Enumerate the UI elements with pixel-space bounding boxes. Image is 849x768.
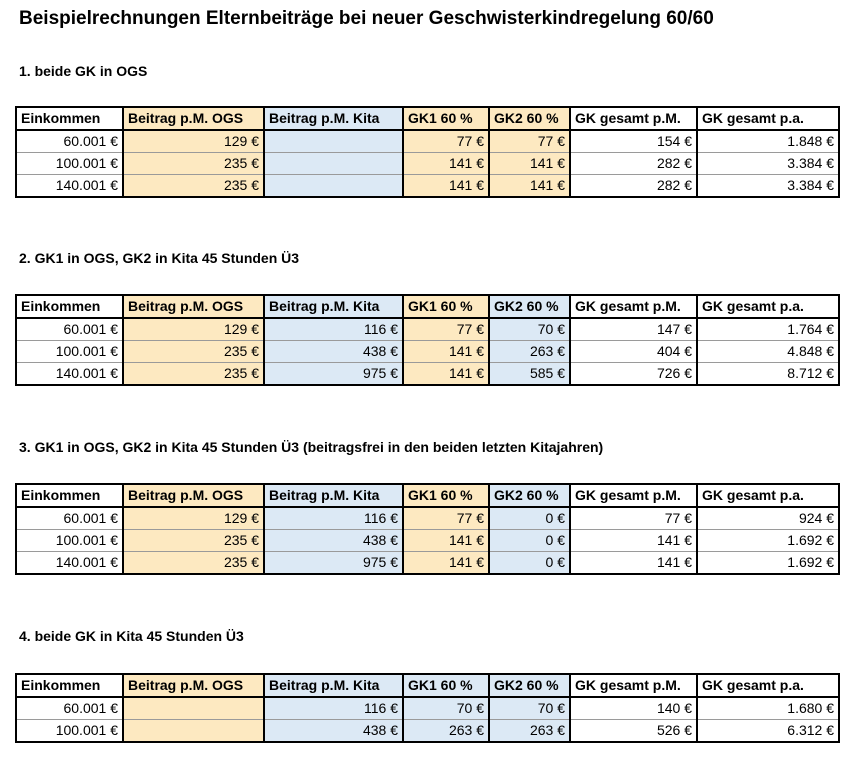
table-cell: 100.001 €	[16, 720, 123, 743]
table-cell: 140 €	[570, 697, 697, 720]
table-cell: 1.764 €	[697, 318, 839, 341]
table-cell: 0 €	[489, 530, 570, 552]
table-cell: 1.848 €	[697, 130, 839, 153]
table-cell: 141 €	[403, 153, 489, 175]
table-row	[16, 697, 839, 720]
table-cell: 100.001 €	[16, 530, 123, 552]
column-header: Beitrag p.M. Kita	[264, 295, 403, 318]
section-heading-4: 4. beide GK in Kita 45 Stunden Ü3	[19, 628, 244, 644]
table-cell: 154 €	[570, 130, 697, 153]
table-cell: 235 €	[123, 552, 264, 575]
table-cell: 438 €	[264, 530, 403, 552]
table-row	[16, 318, 839, 341]
section-heading-1: 1. beide GK in OGS	[19, 63, 148, 79]
table-cell: 77 €	[489, 130, 570, 153]
table-cell: 141 €	[489, 175, 570, 198]
table-cell: 1.692 €	[697, 530, 839, 552]
table-section-1	[15, 106, 840, 198]
table-cell: 60.001 €	[16, 507, 123, 530]
table-cell: 6.312 €	[697, 720, 839, 743]
table-cell: 141 €	[570, 552, 697, 575]
table-cell: 726 €	[570, 363, 697, 386]
table-row	[16, 130, 839, 153]
table-cell: 0 €	[489, 507, 570, 530]
column-header: Beitrag p.M. Kita	[264, 674, 403, 697]
table-header-row	[16, 107, 839, 130]
table-cell: 129 €	[123, 318, 264, 341]
table-cell: 141 €	[403, 363, 489, 386]
table-section-4	[15, 673, 840, 743]
table-cell: 235 €	[123, 530, 264, 552]
table-cell: 404 €	[570, 341, 697, 363]
table-cell: 60.001 €	[16, 697, 123, 720]
table-row	[16, 363, 839, 386]
column-header: GK2 60 %	[489, 107, 570, 130]
table-cell: 141 €	[403, 530, 489, 552]
table-cell: 141 €	[403, 552, 489, 575]
table-cell: 141 €	[403, 341, 489, 363]
table-row	[16, 530, 839, 552]
table-cell: 100.001 €	[16, 341, 123, 363]
column-header: Einkommen	[16, 295, 123, 318]
column-header: Beitrag p.M. OGS	[123, 484, 264, 507]
table-row	[16, 552, 839, 575]
column-header: GK gesamt p.M.	[570, 674, 697, 697]
table-cell: 3.384 €	[697, 153, 839, 175]
column-header: GK gesamt p.a.	[697, 295, 839, 318]
table-section-2	[15, 294, 840, 386]
table-cell: 1.680 €	[697, 697, 839, 720]
column-header: Beitrag p.M. Kita	[264, 107, 403, 130]
column-header: GK1 60 %	[403, 107, 489, 130]
table-header-row	[16, 295, 839, 318]
table-cell: 129 €	[123, 130, 264, 153]
column-header: GK2 60 %	[489, 295, 570, 318]
table-cell: 60.001 €	[16, 130, 123, 153]
column-header: GK gesamt p.M.	[570, 295, 697, 318]
table-cell: 141 €	[403, 175, 489, 198]
table-cell: 116 €	[264, 697, 403, 720]
table-row	[16, 507, 839, 530]
column-header: GK gesamt p.M.	[570, 107, 697, 130]
table-header-row	[16, 484, 839, 507]
table-cell: 140.001 €	[16, 175, 123, 198]
table-cell: 263 €	[489, 341, 570, 363]
table-cell: 116 €	[264, 507, 403, 530]
table-cell: 77 €	[403, 130, 489, 153]
table-cell: 263 €	[403, 720, 489, 743]
table-cell: 263 €	[489, 720, 570, 743]
column-header: GK2 60 %	[489, 484, 570, 507]
column-header: GK1 60 %	[403, 674, 489, 697]
table-section-3	[15, 483, 840, 575]
column-header: GK1 60 %	[403, 484, 489, 507]
column-header: Einkommen	[16, 484, 123, 507]
table-cell: 975 €	[264, 552, 403, 575]
column-header: GK gesamt p.M.	[570, 484, 697, 507]
table-cell: 140.001 €	[16, 552, 123, 575]
table-cell: 129 €	[123, 507, 264, 530]
table-cell: 0 €	[489, 552, 570, 575]
table-cell: 70 €	[489, 697, 570, 720]
table-cell: 140.001 €	[16, 363, 123, 386]
table-cell: 116 €	[264, 318, 403, 341]
table-cell: 526 €	[570, 720, 697, 743]
table-header-row	[16, 674, 839, 697]
table-cell: 975 €	[264, 363, 403, 386]
table-cell: 70 €	[403, 697, 489, 720]
table-cell: 235 €	[123, 175, 264, 198]
table-cell: 1.692 €	[697, 552, 839, 575]
table-cell: 438 €	[264, 341, 403, 363]
section-heading-3: 3. GK1 in OGS, GK2 in Kita 45 Stunden Ü3 (beitragsfrei in den beiden letzten Kitajahren)	[19, 439, 604, 455]
column-header: Beitrag p.M. OGS	[123, 107, 264, 130]
table-row	[16, 341, 839, 363]
page-title: Beispielrechnungen Elternbeiträge bei neuer Geschwisterkindregelung 60/60	[19, 8, 714, 29]
table-cell: 282 €	[570, 175, 697, 198]
table-row	[16, 153, 839, 175]
table-cell	[123, 720, 264, 743]
column-header: Beitrag p.M. OGS	[123, 674, 264, 697]
table-cell: 141 €	[489, 153, 570, 175]
column-header: Beitrag p.M. Kita	[264, 484, 403, 507]
column-header: GK gesamt p.a.	[697, 674, 839, 697]
section-heading-2: 2. GK1 in OGS, GK2 in Kita 45 Stunden Ü3	[19, 250, 300, 266]
table-cell	[264, 130, 403, 153]
column-header: GK2 60 %	[489, 674, 570, 697]
table-cell	[264, 175, 403, 198]
table-cell: 70 €	[489, 318, 570, 341]
column-header: GK1 60 %	[403, 295, 489, 318]
table-row	[16, 720, 839, 743]
table-cell: 77 €	[570, 507, 697, 530]
column-header: GK gesamt p.a.	[697, 484, 839, 507]
table-cell	[123, 697, 264, 720]
table-cell: 77 €	[403, 507, 489, 530]
table-cell	[264, 153, 403, 175]
table-cell: 77 €	[403, 318, 489, 341]
table-cell: 924 €	[697, 507, 839, 530]
table-cell: 235 €	[123, 341, 264, 363]
table-row	[16, 175, 839, 198]
table-cell: 585 €	[489, 363, 570, 386]
column-header: Beitrag p.M. OGS	[123, 295, 264, 318]
table-cell: 3.384 €	[697, 175, 839, 198]
table-cell: 141 €	[570, 530, 697, 552]
table-cell: 235 €	[123, 363, 264, 386]
table-cell: 4.848 €	[697, 341, 839, 363]
table-cell: 235 €	[123, 153, 264, 175]
column-header: GK gesamt p.a.	[697, 107, 839, 130]
table-cell: 438 €	[264, 720, 403, 743]
column-header: Einkommen	[16, 674, 123, 697]
table-cell: 60.001 €	[16, 318, 123, 341]
table-cell: 282 €	[570, 153, 697, 175]
table-cell: 8.712 €	[697, 363, 839, 386]
column-header: Einkommen	[16, 107, 123, 130]
table-cell: 100.001 €	[16, 153, 123, 175]
table-cell: 147 €	[570, 318, 697, 341]
